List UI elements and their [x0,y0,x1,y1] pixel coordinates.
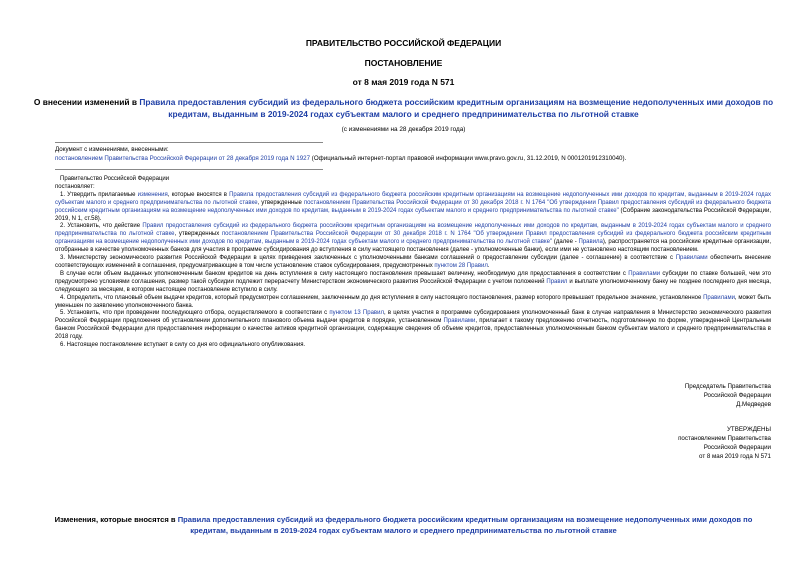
rules-clause-28-link[interactable]: пунктом 28 Правил [434,262,488,269]
p5-text: , прилагает к такому предложению отчетность, подготовленную по форме, утвержденной Центральным банком Российской Федерации для предоставления информации о качестве активов кредитной организации, содержащие сведения об объеме кредитов, предоставленных уполномоченным банком субъектам малого и среднего предпринимательства в 2018 году. [55,318,771,341]
signature-name: Д.Медведев [736,401,771,408]
rules-link[interactable]: Правила предоставления субсидий из федерального бюджета российским кредитным организациям на возмещение недополученных ими доходов по кредитам, выданным в 2019-2024 годах субъектам малого и среднего предпринимательства по льготной ставке [139,97,774,119]
divider-bottom [55,169,323,170]
approved-block [678,425,771,461]
government-heading: ПРАВИТЕЛЬСТВО РОССИЙСКОЙ ФЕДЕРАЦИИ [305,38,502,48]
paragraph-6: 6. Настоящее постановление вступает в силу со дня его официального опубликования. [60,342,306,349]
paragraph-5 [55,310,771,342]
p2-text: ), распространяется на российские кредитные организации, отобранные в качестве уполномоченных банков для участия в программе субсидирования до вступления в силу настоящего постановления (далее - уполномоченные банки), если ими не установлено настоящим постановлением. [55,239,771,254]
p5-text: , в целях участия в программе субсидирования уполномоченный банк в случае направления в Министерство экономического развития Российской Федерации предложения об установлении дополнительного планового объема выдачи кредитов в порядке, установленном [55,310,771,325]
preamble-government: Правительство Российской Федерации [60,176,170,182]
resolution-1927-link[interactable]: постановлением Правительства Российской Федерации от 28 декабря 2019 года N 1927 [55,155,311,162]
paragraph-4 [55,295,771,311]
rules-short-link[interactable]: Правилами [675,255,708,262]
signature-block [685,382,771,409]
approved-country: Российской Федерации [703,444,771,451]
p3-text: 3. Министерству экономического развития Российской Федерации в целях приведения заключенных с уполномоченными банками соглашений о предоставлении субсидии (далее - соглашение) в соответствие с [60,255,676,262]
p3-text: . [487,262,490,269]
date-number-heading: от 8 мая 2019 года N 571 [352,77,455,87]
changes-line [55,155,626,163]
approved-heading: УТВЕРЖДЕНЫ [727,426,771,433]
preamble-decree: постановляет: [55,183,95,190]
p1-text: (Собрание законодательства Российской Федерации, 2019, N 1, ст.58). [55,207,771,222]
p5-text: 5. Установить, что при проведении последующего отбора, осуществляемого в соответствии с [60,310,330,317]
rules-link[interactable]: Правил предоставления субсидий из федерального бюджета российским кредитным организациям на возмещение недополученных ими доходов по кредитам, выданным в 2019-2024 годах субъектам малого и среднего предпринимательства по льготной ставке [55,223,771,238]
changes-title-prefix: Изменения, которые вносятся в [54,515,178,524]
p3b-text: В случае если объем выданных уполномоченным банком кредитов на день вступления в силу настоящего постановления превышает величину, необходимую для предоставления в соответствии с [60,270,629,277]
revision-note: (с изменениями на 28 декабря 2019 года) [341,126,466,133]
resolution-1764-link[interactable]: постановлением Правительства Российской Федерации от 30 декабря 2018 г. N 1764 "Об утверждении Правил предоставления субсидий из федерального бюджета российским кредитным организациям на возмещение недополученных ими доходов по кредитам, выданным в 2019-2024 годах субъектам малого и среднего предпринимательства по льготной ставке" [55,231,771,246]
rules-short-link[interactable]: Правила [578,239,603,246]
p2-text: (далее - [552,239,579,246]
changes-link[interactable]: изменения [137,191,168,198]
approved-date: от 8 мая 2019 года N 571 [699,453,771,460]
rules-link[interactable]: Правила предоставления субсидий из федерального бюджета российским кредитным организациям на возмещение недополученных ими доходов по кредитам, выданным в 2019-2024 годах субъектам малого и среднего предпринимательства по льготной ставке [55,191,771,206]
p1-text: 1. Утвердить прилагаемые [60,191,138,198]
divider-top [55,142,323,143]
changes-label: Документ с изменениями, внесенными: [55,146,169,153]
paragraph-1 [55,192,771,224]
document-title [0,96,807,120]
paragraph-3 [55,255,771,271]
changes-source: (Официальный интернет-портал правовой информации www.pravo.gov.ru, 31.12.2019, N 0001201912310040). [310,155,627,162]
rules-short-link[interactable]: Правилами [703,294,735,301]
rules-short-link[interactable]: Правил [546,278,568,285]
approved-by: постановлением Правительства [678,435,771,442]
p3b-text: и выплате уполномоченному банку не позднее последнего дня месяца, следующего за месяцем, в котором настоящее постановление вступило в силу. [55,278,772,293]
rules-clause-13-link[interactable]: пунктом 13 Правил [329,310,384,317]
p1-text: , которые вносятся в [167,191,230,198]
document-body [55,176,771,350]
paragraph-2 [55,223,771,255]
p4-text: , может быть уменьшен по заявлению уполномоченного банка. [55,294,771,309]
rules-short-link[interactable]: Правилами [628,270,661,277]
p4-text: 4. Определить, что плановый объем выдачи кредитов, который предусмотрен соглашением, заключенным до дня вступления в силу настоящего постановления, размер которого превышает предельное значение, установленное [60,294,704,301]
p2-text: , утвержденных [174,231,222,238]
p3-text: обеспечить внесение соответствующих изменений в соглашения, предусматривающие в том числе установление ставок субсидирования, предусмотренных [55,255,772,269]
p3b-text: субсидии по ставке большей, чем это предусмотрено условиями соглашения, размер такой субсидии подлежит перерасчету Министерством экономического развития Российской Федерации с учетом положений [55,270,771,285]
title-prefix: О внесении изменений в [33,97,140,107]
signature-position: Председатель Правительства [684,383,771,390]
p1-text: , утвержденные [257,199,304,206]
rules-link[interactable]: Правила предоставления субсидий из федерального бюджета российским кредитным организациям на возмещение недополученных ими доходов по кредитам, выданным в 2019-2024 годах субъектам малого и среднего предпринимательства по льготной ставке [177,515,753,535]
p2-text: 2. Установить, что действие [60,223,143,230]
signature-country: Российской Федерации [703,392,771,399]
changes-title [40,514,767,536]
paragraph-3-continued [55,271,771,295]
document-type-heading: ПОСТАНОВЛЕНИЕ [364,58,443,68]
rules-short-link[interactable]: Правилами [443,318,476,325]
resolution-1764-link[interactable]: постановлением Правительства Российской Федерации от 30 декабря 2018 г. N 1764 "Об утверждении Правил предоставления субсидий из федерального бюджета российским кредитным организациям на возмещение недополученных ими доходов по кредитам, выданным в 2019-2024 годах субъектам малого и среднего предпринимательства по льготной ставке" [55,199,771,214]
